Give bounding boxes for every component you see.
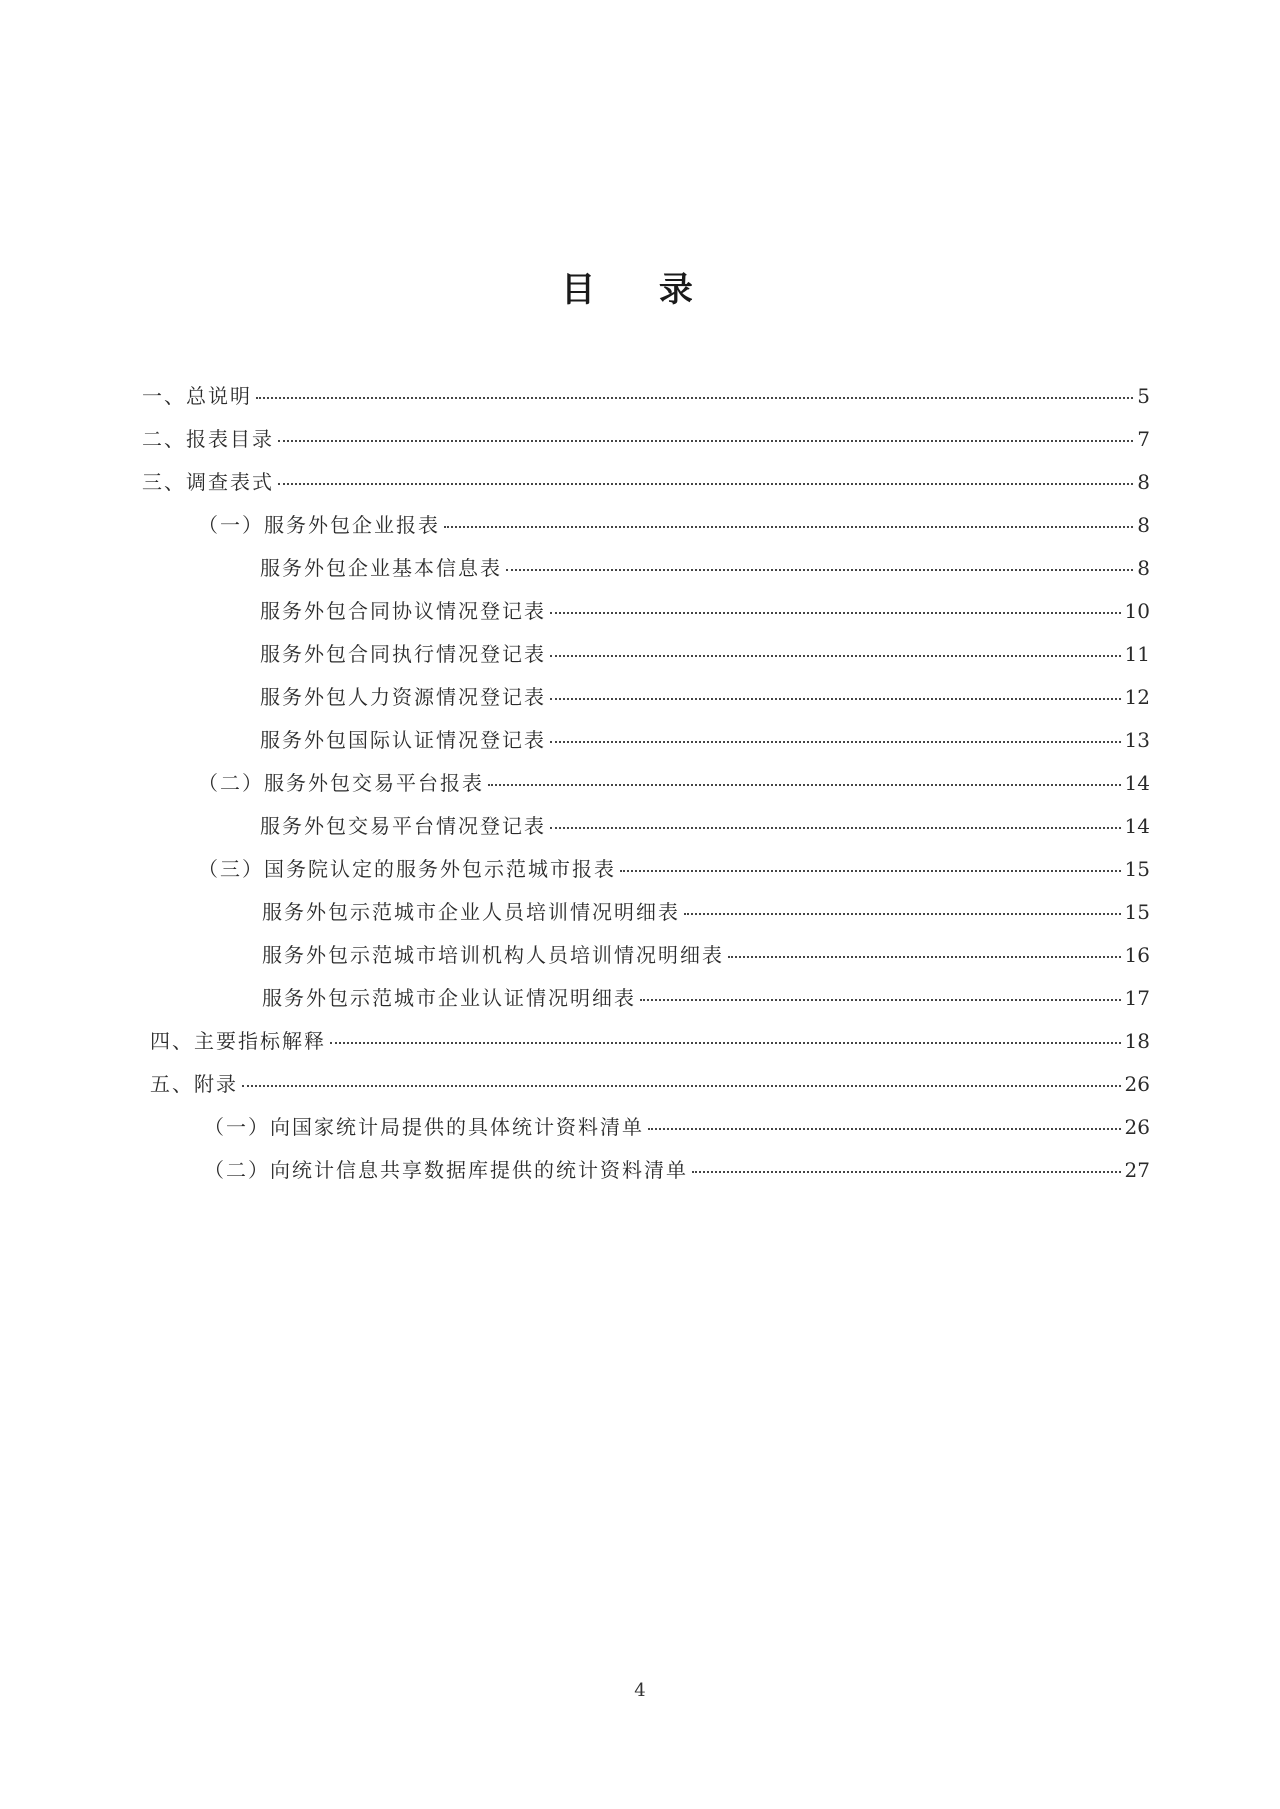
toc-dot-leader [256,396,1133,399]
toc-dot-leader [648,1127,1121,1130]
toc-dot-leader [550,697,1121,700]
toc-entry-intl-certification-table[interactable] [260,724,1150,754]
toc-entry-enterprise-reports[interactable] [198,509,1150,539]
toc-entry-page: 14 [1124,814,1150,838]
toc-entry-contract-execution-table[interactable] [260,638,1150,668]
toc-entry-enterprise-certification-table[interactable] [262,982,1150,1012]
toc-entry-general-notes[interactable] [142,380,1150,410]
toc-entry-label: 服务外包人力资源情况登记表 [260,685,546,709]
toc-dot-leader [444,525,1133,528]
toc-entry-label: 服务外包合同协议情况登记表 [260,599,546,623]
toc-dot-leader [278,439,1133,442]
toc-dot-leader [488,783,1121,786]
toc-entry-label: 服务外包交易平台情况登记表 [260,814,546,838]
toc-title: 目 录 [561,270,719,310]
toc-entry-survey-forms[interactable] [142,466,1150,496]
toc-entry-basic-info-table[interactable] [260,552,1150,582]
toc-entry-trading-platform-reports[interactable] [198,767,1150,797]
toc-entry-label: 服务外包企业基本信息表 [260,556,502,580]
toc-entry-label: 四、主要指标解释 [150,1029,326,1053]
toc-entry-shared-database-materials-list[interactable] [204,1154,1150,1184]
toc-entry-page: 16 [1124,943,1150,967]
toc-entry-page: 11 [1124,642,1150,666]
toc-entry-label: 五、附录 [150,1072,238,1096]
toc-entry-demo-city-reports[interactable] [198,853,1150,883]
toc-entry-page: 17 [1124,986,1150,1010]
toc-entry-page: 27 [1124,1158,1150,1182]
toc-entry-page: 5 [1137,384,1150,408]
toc-entry-label: 服务外包示范城市企业人员培训情况明细表 [262,900,680,924]
toc-dot-leader [640,998,1121,1001]
toc-entry-appendix[interactable] [150,1068,1150,1098]
toc-dot-leader [550,740,1121,743]
toc-entry-label: （一）向国家统计局提供的具体统计资料清单 [204,1115,644,1139]
page-number: 4 [634,1680,646,1701]
toc-entry-report-catalog[interactable] [142,423,1150,453]
toc-entry-page: 18 [1124,1029,1150,1053]
toc-dot-leader [692,1170,1121,1173]
toc-entry-human-resources-table[interactable] [260,681,1150,711]
toc-entry-page: 7 [1137,427,1150,451]
toc-entry-label: 服务外包示范城市培训机构人员培训情况明细表 [262,943,724,967]
toc-dot-leader [550,654,1121,657]
toc-entry-trading-platform-table[interactable] [260,810,1150,840]
toc-entry-label: 服务外包示范城市企业认证情况明细表 [262,986,636,1010]
toc-entry-page: 12 [1124,685,1150,709]
toc-dot-leader [242,1084,1121,1087]
toc-dot-leader [684,912,1121,915]
toc-entry-label: （二）向统计信息共享数据库提供的统计资料清单 [204,1158,688,1182]
toc-entry-label: （一）服务外包企业报表 [198,513,440,537]
toc-entry-page: 26 [1124,1115,1150,1139]
toc-entry-page: 14 [1124,771,1150,795]
toc-entry-page: 13 [1124,728,1150,752]
toc-entry-label: 二、报表目录 [142,427,274,451]
toc-entry-page: 8 [1137,556,1150,580]
toc-entry-page: 15 [1124,900,1150,924]
toc-entry-label: 服务外包合同执行情况登记表 [260,642,546,666]
toc-entry-label: 服务外包国际认证情况登记表 [260,728,546,752]
toc-dot-leader [620,869,1121,872]
toc-entry-institution-training-table[interactable] [262,939,1150,969]
toc-dot-leader [330,1041,1121,1044]
toc-dot-leader [278,482,1133,485]
toc-entry-page: 8 [1137,513,1150,537]
toc-dot-leader [728,955,1121,958]
toc-entry-label: 一、总说明 [142,384,252,408]
toc-entry-page: 8 [1137,470,1150,494]
toc-dot-leader [506,568,1133,571]
toc-entry-nbs-materials-list[interactable] [204,1111,1150,1141]
toc-dot-leader [550,826,1121,829]
toc-entry-indicator-explanations[interactable] [150,1025,1150,1055]
toc-entry-contract-agreement-table[interactable] [260,595,1150,625]
toc-entry-label: （三）国务院认定的服务外包示范城市报表 [198,857,616,881]
toc-entry-page: 10 [1124,599,1150,623]
toc-entry-page: 26 [1124,1072,1150,1096]
toc-entry-label: 三、调查表式 [142,470,274,494]
toc-dot-leader [550,611,1121,614]
toc-entry-enterprise-training-table[interactable] [262,896,1150,926]
toc-entry-page: 15 [1124,857,1150,881]
toc-entry-label: （二）服务外包交易平台报表 [198,771,484,795]
